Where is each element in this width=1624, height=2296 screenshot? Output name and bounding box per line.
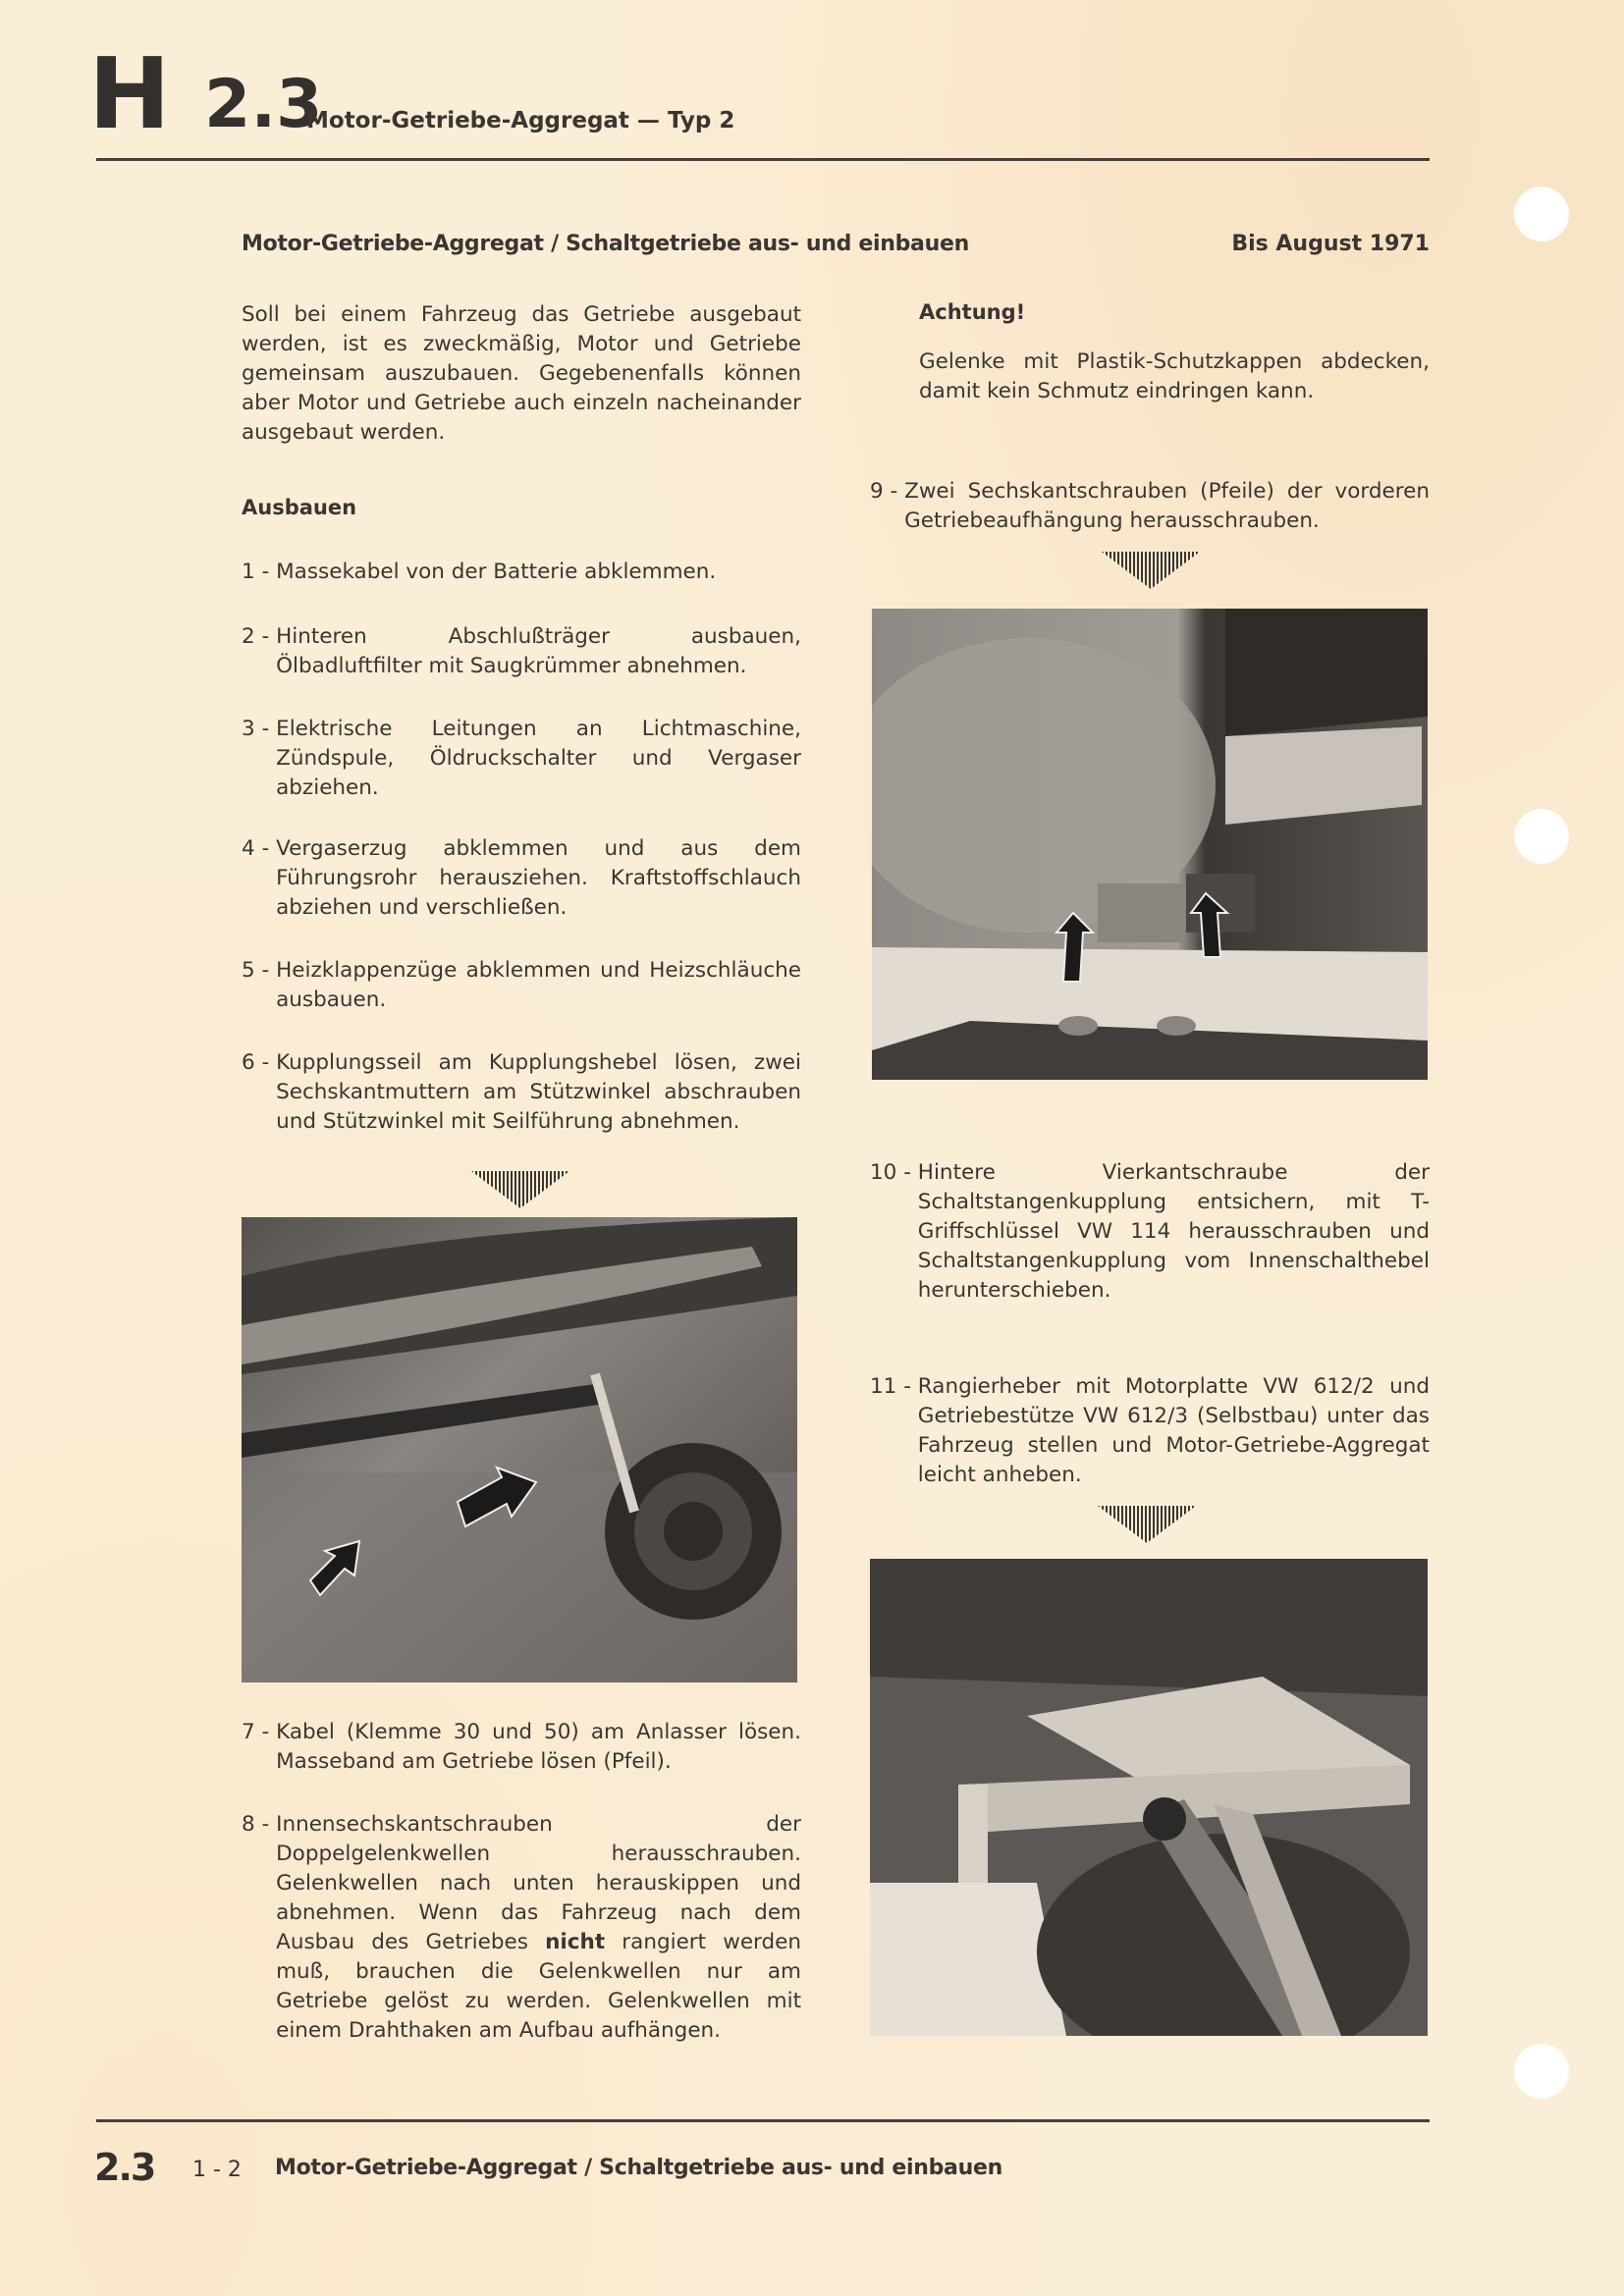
step-text: Elektrische Leitungen an Lichtmaschine, Zündspule, Öldruckschalter und Vergaser abziehen. <box>276 717 801 800</box>
removal-heading: Ausbauen <box>242 496 357 519</box>
pointer-arrow-icon <box>1102 552 1200 589</box>
photo-transmission-mount <box>872 609 1428 1080</box>
pointer-arrow-icon <box>471 1171 569 1208</box>
punch-hole <box>1514 809 1569 864</box>
step-number: 9 - <box>870 479 905 504</box>
step-text: Zwei Sechskantschrauben (Pfeile) der vorderen Getriebeaufhängung herausschrauben. <box>904 479 1430 533</box>
step-9 <box>870 477 1430 536</box>
step-8 <box>242 1810 801 2046</box>
step-1 <box>242 558 801 587</box>
pointer-arrow-icon <box>1098 1506 1196 1543</box>
step-text: Hintere Vierkantschraube der Schaltstangenkupplung entsichern, mit T-Griffschlüssel VW 114 herausschrauben und Schaltstangenkupplung vom Innenschalthebel herunterschieben. <box>917 1160 1430 1303</box>
step-text <box>276 1810 801 2046</box>
page-number: 1 - 2 <box>192 2158 242 2182</box>
step-text-part: Innensechskantschrauben der Doppelgelenkwellen herausschrauben. Gelenkwellen nach unten herauskippen und abnehmen. Wenn das Fahrzeug nach dem Ausbau des Getriebes <box>276 1812 801 1954</box>
step-6 <box>242 1048 801 1137</box>
step-text: Rangierheber mit Motorplatte VW 612/2 und Getriebestütze VW 612/3 (Selbstbau) unter das Fahrzeug stellen und Motor-Getriebe-Aggregat leicht anheben. <box>917 1374 1430 1487</box>
step-number: 6 - <box>242 1050 277 1075</box>
step-text: Vergaserzug abklemmen und aus dem Führungsrohr herausziehen. Kraftstoffschlauch abziehen und verschließen. <box>276 836 801 920</box>
step-5 <box>242 956 801 1015</box>
photo-step-9 <box>872 609 1428 1080</box>
step-11 <box>870 1372 1430 1490</box>
punch-hole <box>1514 2044 1569 2099</box>
step-text-part: rangiert werden muß, brauchen die Gelenkwellen nur am Getriebe gelöst zu werden. Gelenkwellen mit einem Drahthaken am Aufbau aufhängen. <box>276 1930 802 2043</box>
photo-transmission-underside <box>242 1217 797 1682</box>
emphasis-not: nicht <box>545 1930 606 1954</box>
step-number: 4 - <box>242 836 277 861</box>
footer-rule <box>96 2119 1430 2122</box>
photo-step-6 <box>242 1217 797 1682</box>
step-10 <box>870 1158 1430 1306</box>
step-number: 2 - <box>242 624 277 649</box>
step-number: 5 - <box>242 958 277 983</box>
chapter-subtitle: Motor-Getriebe-Aggregat — Typ 2 <box>306 108 735 133</box>
footer-section-number: 2.3 <box>94 2146 155 2189</box>
section-title: Motor-Getriebe-Aggregat / Schaltgetriebe aus- und einbauen <box>242 232 969 256</box>
header-rule <box>96 158 1430 161</box>
caution-heading: Achtung! <box>919 300 1026 324</box>
step-text: Massekabel von der Batterie abklemmen. <box>276 560 717 584</box>
punch-hole <box>1514 187 1569 241</box>
footer-title: Motor-Getriebe-Aggregat / Schaltgetriebe aus- und einbauen <box>275 2156 1002 2180</box>
caution-text: Gelenke mit Plastik-Schutzkappen abdecken, damit kein Schmutz eindringen kann. <box>919 349 1430 403</box>
section-number: 2.3 <box>204 66 323 143</box>
step-number: 11 - <box>870 1374 918 1399</box>
validity-note: Bis August 1971 <box>1231 232 1430 256</box>
step-number: 8 - <box>242 1812 277 1837</box>
intro-paragraph: Soll bei einem Fahrzeug das Getriebe ausgebaut werden, ist es zweckmäßig, Motor und Getriebe gemeinsam auszubauen. Gegebenenfalls können aber Motor und Getriebe auch einzeln nacheinander ausgebaut werden. <box>242 302 801 445</box>
step-number: 3 - <box>242 717 277 741</box>
step-2 <box>242 622 801 681</box>
step-text: Heizklappenzüge abklemmen und Heizschläuche ausbauen. <box>276 958 801 1012</box>
step-text: Kupplungsseil am Kupplungshebel lösen, zwei Sechskantmuttern am Stützwinkel abschrauben und Stützwinkel mit Seilführung abnehmen. <box>276 1050 801 1134</box>
step-number: 7 - <box>242 1720 277 1744</box>
step-number: 10 - <box>870 1160 918 1185</box>
step-7 <box>242 1718 801 1777</box>
step-text: Hinteren Abschlußträger ausbauen, Ölbadluftfilter mit Saugkrümmer abnehmen. <box>276 624 801 678</box>
photo-jack-under-vehicle <box>870 1559 1428 2036</box>
step-3 <box>242 715 801 803</box>
step-number: 1 - <box>242 560 277 584</box>
chapter-letter: H <box>88 36 169 151</box>
photo-step-11 <box>870 1559 1428 2036</box>
step-4 <box>242 834 801 923</box>
step-text: Kabel (Klemme 30 und 50) am Anlasser lösen. Masseband am Getriebe lösen (Pfeil). <box>276 1720 801 1774</box>
